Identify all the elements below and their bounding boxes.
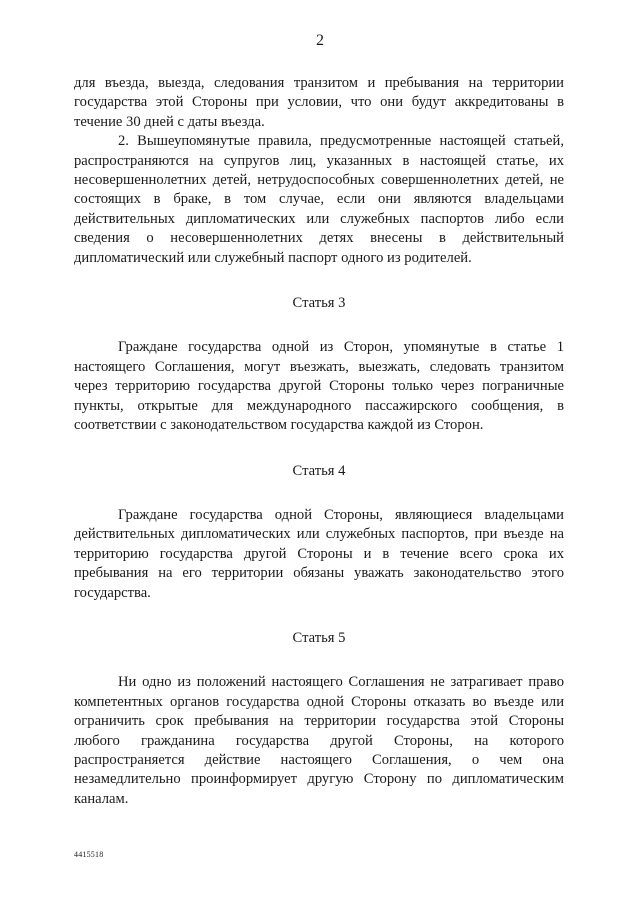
article-3-text: Граждане государства одной из Сторон, упомянутые в статье 1 настоящего Соглашения, могут въезжать, выезжать, следовать транзитом через территорию государства другой Стороны только через пограничные пункты, открытые для международного пассажирского сообщения, в соответствии с законодательством государства каждой из Сторон. <box>74 339 564 434</box>
article-5-text: Ни одно из положений настоящего Соглашения не затрагивает право компетентных органов государства одной Стороны отказать во въезде или ограничить срок пребывания на территории государства этой Стороны любого гражданина государства другой Стороны, на которого распространяется действие настоящего Соглашения, о чем она незамедлительно проинформирует другую Сторону по дипломатическим каналам. <box>74 674 564 807</box>
article-3-heading: Статья 3 <box>292 295 346 312</box>
article-5-heading: Статья 5 <box>292 629 346 646</box>
paragraph-clause-2: 2. Вышеупомянутые правила, предусмотренные настоящей статьей, распространяются на супругов лиц, указанных в настоящей статье, их несовершеннолетних детей, нетрудоспособных совершеннолетних детей, не состоящих в браке, в том случае, если они являются владельцами действительных дипломатических или служебных паспортов либо если сведения о несовершеннолетних детях внесены в действительный дипломатический или служебный паспорт одного из родителей. <box>74 133 564 266</box>
article-4-heading: Статья 4 <box>292 462 346 479</box>
article-4-text: Граждане государства одной Стороны, являющиеся владельцами действительных дипломатических или служебных паспортов, при въезде на территорию государства другой Стороны и в течение всего срока их пребывания на его территории обязаны уважать законодательство этого государства. <box>74 506 564 601</box>
document-body <box>74 74 564 809</box>
paragraph-continuation: для въезда, выезда, следования транзитом и пребывания на территории государства этой Стороны при условии, что они будут аккредитованы в течение 30 дней с даты въезда. <box>74 75 564 130</box>
page-number: 2 <box>316 32 324 49</box>
document-code: 4415518 <box>74 850 104 859</box>
